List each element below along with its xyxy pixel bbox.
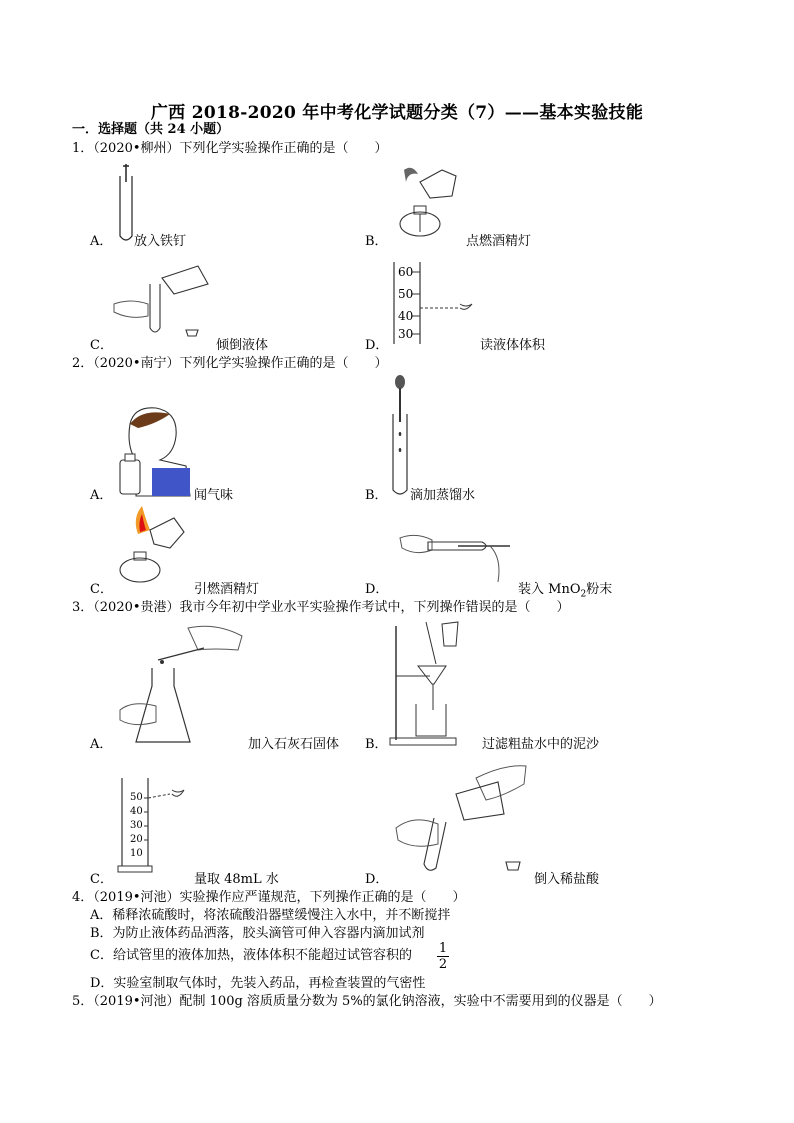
section-heading: 一．选择题（共 24 小题）: [72, 122, 230, 137]
q1-option-d-label: 读液体体积: [480, 338, 546, 353]
q2-option-c-letter: C．: [90, 582, 113, 597]
q4-option-b: B．为防止液体药品洒落，胶头滴管可伸入容器内滴加试剂: [90, 926, 425, 941]
q1-option-b-label: 点燃酒精灯: [466, 234, 532, 249]
q4-option-d: D．实验室制取气体时，先装入药品，再检查装置的气密性: [90, 976, 426, 991]
cylinder-tick-label: 10: [130, 848, 143, 859]
cylinder-tick-label: 60: [398, 265, 414, 279]
powder-spatula-figure: [398, 528, 516, 584]
page-title: 广西 2018-2020 年中考化学试题分类（7）——基本实验技能: [150, 103, 644, 123]
question-3-stem: 3．（2020•贵港）我市今年初中学业水平实验操作考试中，下列操作错误的是（ ）: [72, 600, 570, 615]
question-5-stem: 5．（2019•河池）配制 100g 溶质质量分数为 5%的氯化钠溶液，实验中不需要用到的仪器是（ ）: [72, 994, 662, 1009]
q1-option-c-label: 倾倒液体: [216, 338, 269, 353]
q3-option-a-letter: A．: [90, 737, 113, 752]
q2-option-b-label: 滴加蒸馏水: [410, 488, 476, 503]
question-1-stem: 1．（2020•柳州）下列化学实验操作正确的是（ ）: [72, 141, 388, 156]
filtration-setup-figure: [388, 620, 460, 748]
lamp-lighting-figure: [390, 162, 470, 244]
q2-option-a-label: 闻气味: [194, 488, 234, 503]
q3-option-c-letter: C．: [90, 872, 113, 887]
fraction-numerator: 1: [438, 941, 448, 956]
cylinder-tick-label: 40: [398, 309, 414, 323]
q3-option-a-label: 加入石灰石固体: [248, 737, 340, 752]
q4-option-a: A．稀释浓硫酸时，将浓硫酸沿器壁缓慢注入水中，并不断搅拌: [90, 908, 451, 923]
pouring-liquid-figure: [112, 258, 212, 342]
q2-option-d-label: 装入 MnO$_2$粉末: [518, 582, 613, 600]
q3-option-b-label: 过滤粗盐水中的泥沙: [482, 737, 600, 752]
fraction-one-half: [437, 942, 449, 971]
q1-option-a-letter: A．: [90, 234, 113, 249]
cylinder-tick-label: 20: [130, 834, 143, 845]
q1-option-b-letter: B．: [365, 234, 388, 249]
q3-option-c-label: 量取 48mL 水: [194, 872, 279, 887]
erlenmeyer-flask-figure: [118, 620, 248, 748]
question-2-stem: 2．（2020•南宁）下列化学实验操作正确的是（ ）: [72, 356, 388, 371]
cylinder-tick-label: 50: [398, 287, 414, 301]
q2-option-a-letter: A．: [90, 488, 113, 503]
q3-option-d-label: 倒入稀盐酸: [534, 872, 600, 887]
dropper-test-tube-figure: [388, 374, 412, 500]
q3-option-b-letter: B．: [365, 737, 388, 752]
smelling-gas-figure: [116, 404, 196, 496]
q4-option-c: C．给试管里的液体加热，液体体积不能超过试管容积的: [90, 948, 412, 963]
pouring-acid-figure: [394, 758, 534, 878]
q3-option-d-letter: D．: [365, 872, 389, 887]
q1-option-a-label: 放入铁钉: [134, 234, 187, 249]
cylinder-tick-label: 30: [130, 820, 143, 831]
lamp-ignite-figure: [110, 504, 190, 588]
q2-option-c-label: 引燃酒精灯: [194, 582, 260, 597]
q1-option-d-letter: D．: [365, 338, 389, 353]
graduated-cylinder-reading-figure: [390, 262, 480, 344]
fraction-denominator: 2: [438, 957, 448, 972]
cylinder-tick-label: 40: [130, 806, 143, 817]
graduated-cylinder-measuring-figure: [118, 776, 198, 876]
q2-option-d-letter: D．: [365, 582, 389, 597]
cylinder-tick-label: 50: [130, 792, 143, 803]
q1-option-c-letter: C．: [90, 338, 113, 353]
cylinder-tick-label: 30: [398, 327, 414, 341]
question-4-stem: 4．（2019•河池）实验操作应严谨规范，下列操作正确的是（ ）: [72, 890, 466, 905]
q2-option-b-letter: B．: [365, 488, 388, 503]
